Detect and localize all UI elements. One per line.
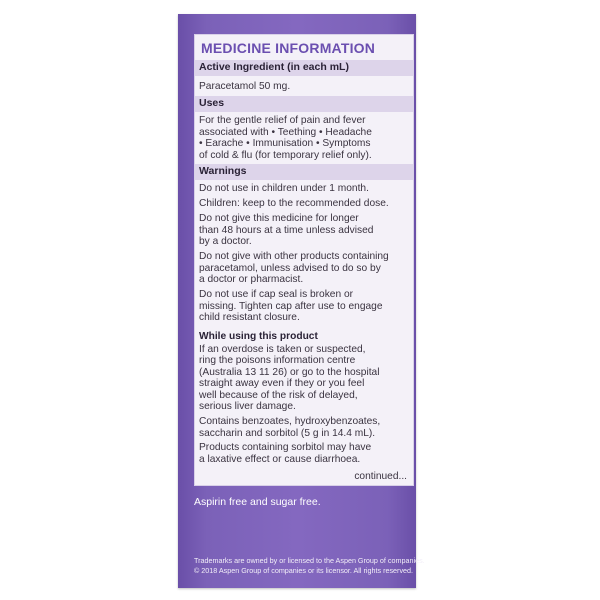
medicine-information-panel — [194, 34, 414, 486]
warnings-line: Do not give this medicine for longer — [199, 213, 359, 224]
warnings-line: than 48 hours at a time unless advised — [199, 224, 374, 236]
warnings-line: a doctor or pharmacist. — [199, 274, 304, 285]
uses-line: of cold & flu (for temporary relief only). — [199, 149, 372, 161]
continued-text: continued... — [354, 471, 407, 482]
warnings-line: child resistant closure. — [199, 312, 300, 323]
copyright-notice: © 2018 Aspen Group of companies or its licensor. All rights reserved. — [194, 566, 414, 575]
active-ingredient-band — [195, 60, 413, 76]
while-using-heading: While using this product — [199, 331, 318, 342]
uses-band — [195, 96, 413, 112]
while-using-line: (Australia 13 11 26) or go to the hospital — [199, 366, 380, 378]
warnings-heading: Warnings — [199, 165, 247, 177]
uses-line: • Earache • Immunisation • Symptoms — [199, 138, 371, 149]
warnings-band — [195, 164, 413, 180]
panel-title: MEDICINE INFORMATION — [201, 40, 376, 56]
uses-heading: Uses — [199, 97, 225, 109]
while-using-line: saccharin and sorbitol (5 g in 14.4 mL). — [199, 427, 376, 439]
while-using-line: Products containing sorbitol may have — [199, 442, 372, 453]
warnings-line: Do not use if cap seal is broken or — [199, 289, 354, 300]
uses-line: associated with • Teething • Headache — [199, 126, 372, 138]
warnings-line: by a doctor. — [199, 236, 252, 247]
warnings-line: Children: keep to the recommended dose. — [199, 198, 389, 209]
while-using-line: well because of the risk of delayed, — [199, 389, 358, 401]
while-using-line: a laxative effect or cause diarrhoea. — [199, 453, 361, 465]
warnings-line: Do not use in children under 1 month. — [199, 183, 369, 194]
warnings-line: paracetamol, unless advised to do so by — [199, 262, 381, 274]
active-ingredient-text: Paracetamol 50 mg. — [199, 81, 291, 92]
while-using-line: If an overdose is taken or suspected, — [199, 343, 366, 355]
warnings-line: missing. Tighten cap after use to engage — [199, 300, 383, 312]
while-using-line: ring the poisons information centre — [199, 355, 356, 366]
uses-line: For the gentle relief of pain and fever — [199, 115, 366, 126]
while-using-line: serious liver damage. — [199, 401, 296, 412]
active-ingredient-heading: Active Ingredient (in each mL) — [199, 61, 349, 73]
while-using-line: Contains benzoates, hydroxybenzoates, — [199, 416, 381, 427]
warnings-line: Do not give with other products containing — [199, 251, 389, 262]
aspirin-free-claim: Aspirin free and sugar free. — [194, 496, 321, 508]
trademark-notice: Trademarks are owned by or licensed to the Aspen Group of companies. — [194, 556, 425, 565]
while-using-line: straight away even if they or you feel — [199, 378, 365, 389]
